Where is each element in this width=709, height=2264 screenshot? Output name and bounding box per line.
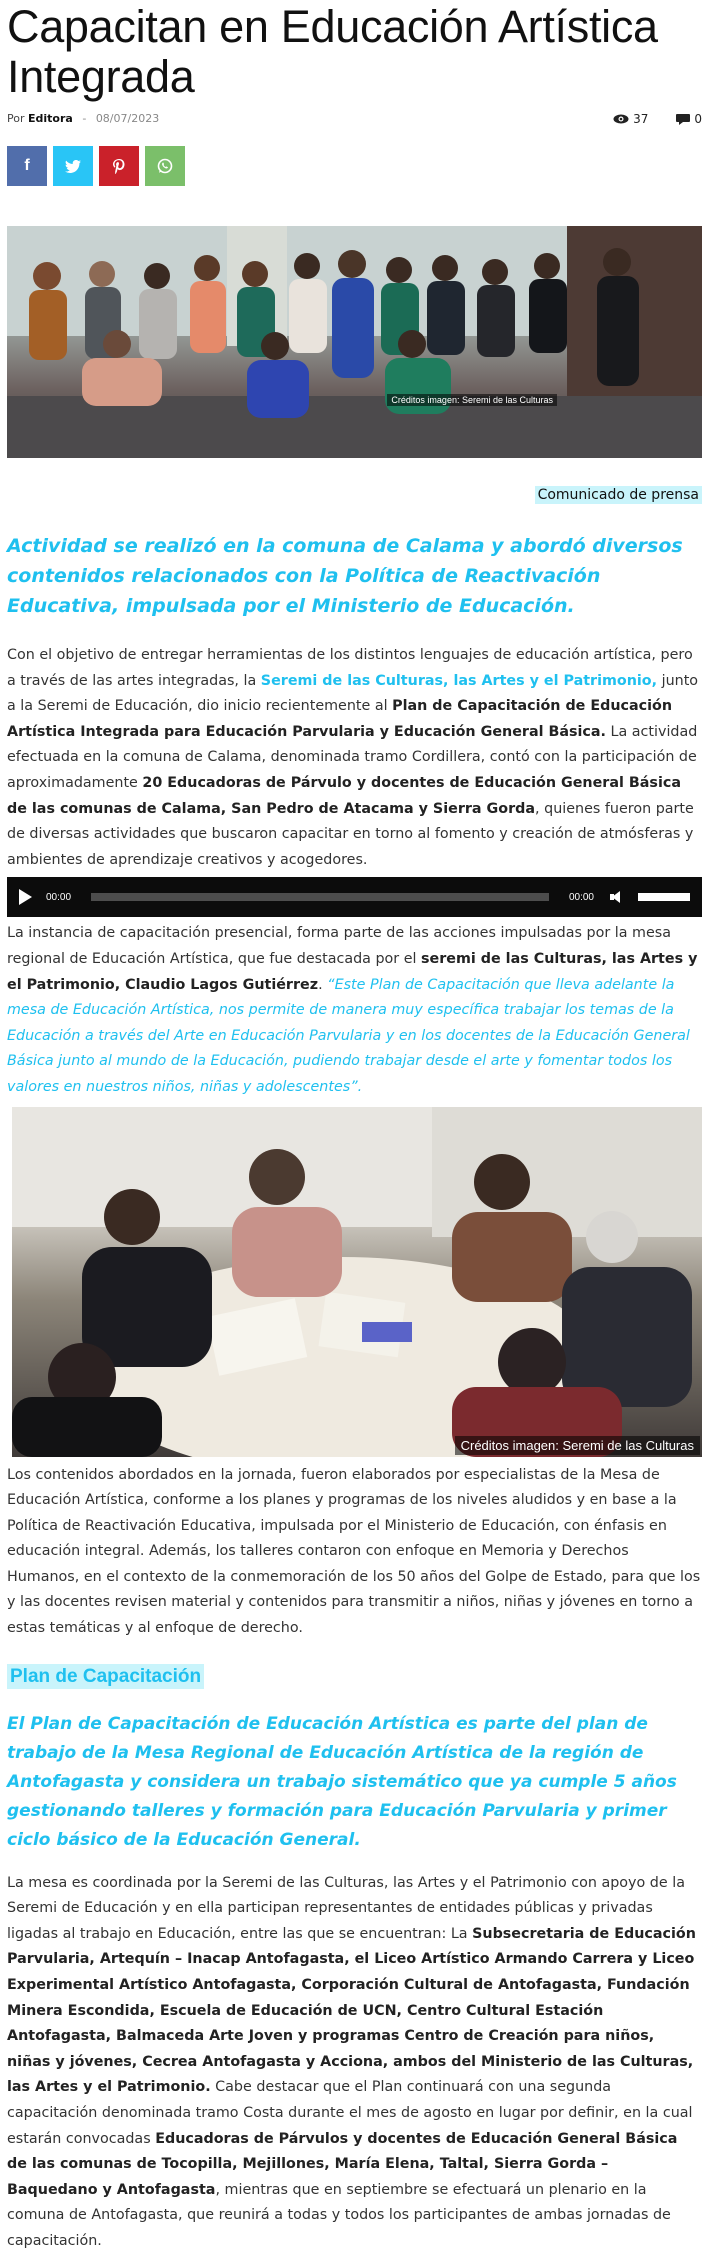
eye-icon: [613, 114, 629, 124]
audio-player: [7, 877, 702, 917]
pinterest-icon: [113, 159, 125, 174]
section-heading: [7, 1666, 702, 1688]
article-stats: [613, 112, 702, 126]
group-photo-illustration: [7, 226, 702, 458]
volume-icon[interactable]: [610, 890, 628, 904]
text-span: La instancia de capacitación presencial, forma parte de las acciones impulsadas por la mesa regional de Educación Artística, que fue destacada por el: [7, 925, 671, 967]
views-stat: [613, 112, 648, 126]
views-count: 37: [633, 112, 649, 126]
play-icon[interactable]: [19, 889, 32, 905]
twitter-icon: [65, 160, 81, 173]
duration-time: 00:00: [568, 891, 594, 903]
article-meta: [7, 112, 702, 132]
pinterest-share-button[interactable]: [99, 146, 139, 186]
text-span: Cabe destacar que el Plan continuará con una segunda capacitación denominada tramo Costa durante el mes de agosto en lugar por definir, en la cual estarán convocadas: [7, 2079, 693, 2147]
body-paragraph-2: [7, 921, 702, 1100]
author-link[interactable]: Editora: [28, 112, 73, 125]
comment-icon: [676, 114, 690, 125]
volume-slider[interactable]: [638, 893, 690, 901]
twitter-share-button[interactable]: [53, 146, 93, 186]
audio-progress-bar[interactable]: [91, 893, 549, 901]
body-paragraph-4: [7, 1871, 702, 2255]
section-heading-text: Plan de Capacitación: [7, 1664, 204, 1689]
bold-text: 20 Educadoras de Párvulo y docentes de Educación General Básica de las comunas de Calama, San Pedro de Atacama y Sierra Gorda: [7, 774, 681, 817]
article: [7, 0, 702, 2255]
by-label: Por: [7, 112, 25, 125]
lead-paragraph: Actividad se realizó en la comuna de Calama y abordó diversos contenidos relacionados con la Política de Reactivación Educativa, impulsada por el Ministerio de Educación.: [7, 535, 683, 617]
workshop-photo-illustration: [12, 1107, 702, 1457]
quote-text: “Este Plan de Capacitación que lleva adelante la mesa de Educación Artística, nos permite de manera muy específica trabajar los temas de la Educación a través del Arte en Educación Parvularia y en los docentes de la Educación General Básica junto al mundo de la Educación, pudiendo trabajar desde el arte y fomentar todos los valores en nuestros niños, niñas y adolescentes”.: [7, 976, 690, 1095]
whatsapp-share-button[interactable]: [145, 146, 185, 186]
facebook-icon: f: [24, 157, 30, 174]
text-span: .: [318, 976, 328, 993]
photo-credit: Créditos imagen: Seremi de las Culturas: [387, 394, 557, 406]
press-release-tag: [7, 487, 702, 503]
press-release-label: Comunicado de prensa: [535, 486, 702, 504]
section-lead: El Plan de Capacitación de Educación Artística es parte del plan de trabajo de la Mesa Regional de Educación Artística de la región de Antofagasta y considera un trabajo sistemático que ya cumple 5 años gestionando talleres y formación para Educación Parvularia y primer ciclo básico de la Educación General.: [7, 1713, 677, 1850]
text-span: Con el objetivo de entregar herramientas de los distintos lenguajes de educación artística, pero a través de las artes integradas, la: [7, 647, 693, 689]
whatsapp-icon: [157, 158, 173, 174]
facebook-share-button[interactable]: [7, 146, 47, 186]
bold-text: Subsecretaria de Educación Parvularia, Artequín – Inacap Antofagasta, el Liceo Artístico Armando Carrera y Liceo Experimental Artístico Antofagasta, Corporación Cultural de Antofagasta, Fundación Minera Escondida, Escuela de Educación de UCN, Centro Cultural Estación Antofagasta, Balmaceda Arte Joven y programas Centro de Creación para niños, niñas y jóvenes, Cecrea Antofagasta y Acciona, ambos del Ministerio de las Culturas, las Artes y el Patrimonio.: [7, 1925, 696, 2096]
text-span: , quienes fueron parte de diversas actividades que buscaron capacitar en torno al fomento y creación de atmósferas y ambientes de aprendizaje creativos y acogedores.: [7, 800, 694, 868]
current-time: 00:00: [46, 891, 72, 903]
meta-separator: -: [82, 112, 87, 125]
body-paragraph-1: [7, 643, 702, 873]
text-span: La mesa es coordinada por la Seremi de las Culturas, las Artes y el Patrimonio con apoyo de la Seremi de Educación y en ella participan representantes de entidades públicas y privadas ligadas al trabajo en Educación, entre las que se encuentran: La: [7, 1874, 685, 1942]
publish-date: 08/07/2023: [95, 112, 160, 125]
comments-count: 0: [694, 112, 702, 126]
workshop-photo: [12, 1107, 702, 1457]
text-span: La actividad efectuada en la comuna de Calama, denominada tramo Cordillera, contó con la participación de aproximadamente: [7, 723, 698, 791]
article-title: Capacitan en Educación Artística Integrada: [7, 1, 658, 102]
share-bar: [7, 146, 702, 186]
seremi-link[interactable]: Seremi de las Culturas, las Artes y el Patrimonio,: [260, 672, 658, 689]
hero-photo: [7, 226, 702, 458]
photo-credit: Créditos imagen: Seremi de las Culturas: [455, 1436, 700, 1455]
text-span: , mientras que en septiembre se efectuará un plenario en la comuna de Antofagasta, que reunirá a todas y todos los participantes de ambas jornadas de capacitación.: [7, 2181, 671, 2249]
comments-stat[interactable]: [676, 112, 702, 126]
bold-text: Plan de Capacitación de Educación Artística Integrada para Educación Parvularia y Educación General Básica.: [7, 698, 673, 740]
body-paragraph-3: Los contenidos abordados en la jornada, fueron elaborados por especialistas de la Mesa de Educación Artística, conforme a los planes y programas de los niveles aludidos y en base a la Política de Reactivación Educativa, impulsada por el Ministerio de Educación, con énfasis en educación integral. Además, los talleres contaron con enfoque en Memoria y Derechos Humanos, en el contexto de la conmemoración de los 50 años del Golpe de Estado, para que los y las docentes revisen material y contenidos para transmitir a niños, niñas y jóvenes en torno a estas temáticas y al enfoque de derecho.: [7, 1466, 701, 1637]
bold-text: Educadoras de Párvulos y docentes de Educación General Básica de las comunas de Tocopilla, Mejillones, María Elena, Taltal, Sierra Gorda – Baquedano y Antofagasta: [7, 2130, 678, 2198]
text-span: junto a la Seremi de Educación, dio inicio recientemente al: [7, 672, 699, 715]
bold-text: seremi de las Culturas, las Artes y el Patrimonio, Claudio Lagos Gutiérrez: [7, 950, 698, 993]
